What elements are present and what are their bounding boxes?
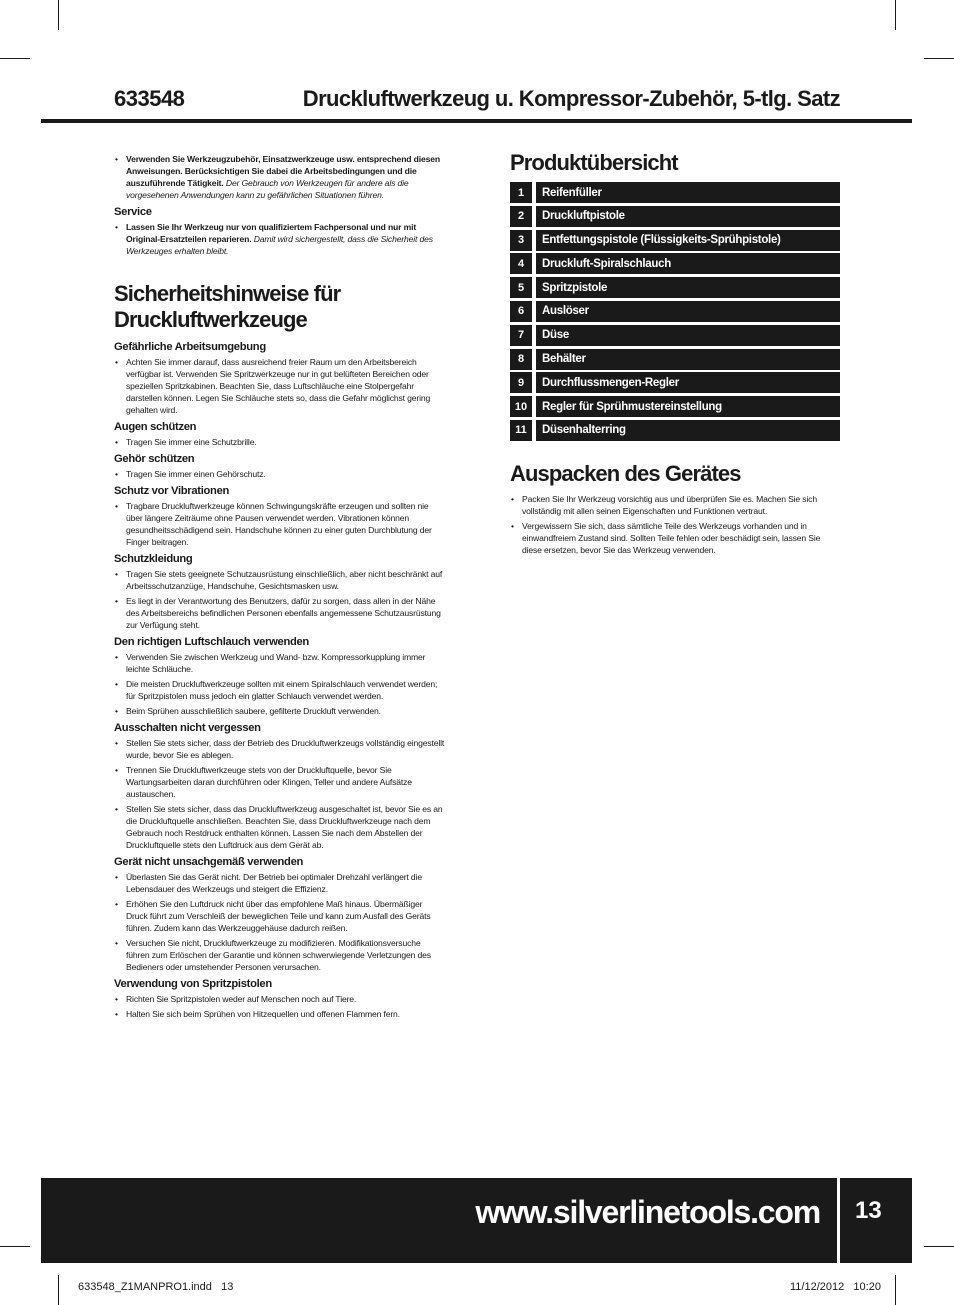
section-heading: Ausschalten nicht vergessen — [114, 722, 261, 734]
part-label: Düse — [536, 325, 840, 346]
part-label: Auslöser — [536, 301, 840, 322]
section-bullet: • Tragen Sie immer eine Schutzbrille. — [114, 436, 446, 448]
section-bullet: • Stellen Sie stets sicher, dass der Betrieb des Druckluftwerkzeugs vollständig eingestellt wurde, bevor Sie es ablegen. — [114, 737, 446, 761]
part-row — [510, 372, 840, 393]
part-row — [510, 277, 840, 298]
section-heading: Gerät nicht unsachgemäß verwenden — [114, 856, 304, 868]
part-row — [510, 253, 840, 274]
part-label: Druckluft-Spiralschlauch — [536, 253, 840, 274]
part-label: Behälter — [536, 349, 840, 370]
crop-mark — [924, 1246, 954, 1247]
part-number: 9 — [510, 372, 532, 393]
section-bullet: • Es liegt in der Verantwortung des Benutzers, dafür zu sorgen, dass allen in der Nähe des Arbeitsbereichs befindlichen Personen ebenfalls angemessene Schutzausrüstung zur Verfügung steht. — [114, 595, 446, 631]
section-bullet: • Tragen Sie stets geeignete Schutzausrüstung einschließlich, aber nicht beschränkt auf Arbeitsschutzanzüge, Handschuhe, Gesichtsmasken usw. — [114, 568, 446, 592]
parts-list — [510, 182, 840, 441]
safety-sections — [114, 341, 446, 1020]
safety-title: Sicherheitshinweise für Druckluftwerkzeuge — [114, 281, 341, 332]
intro-bullet: • Verwenden Sie Werkzeugzubehör, Einsatzwerkzeuge usw. entsprechend diesen Anweisungen. Berücksichtigen Sie dabei die Arbeitsbedingungen und die auszuführende Tätigkeit. Der Gebrauch von Werkzeugen für andere als die vorgesehenen Anwendungen kann zu gefährlichen Situationen führen. — [114, 153, 446, 201]
part-label: Spritzpistole — [536, 277, 840, 298]
service-heading: Service — [114, 206, 152, 218]
part-row — [510, 349, 840, 370]
part-row — [510, 182, 840, 203]
service-bullet: • Lassen Sie Ihr Werkzeug nur von qualifiziertem Fachpersonal und nur mit Original-Ersatzteilen reparieren. Damit wird sichergestellt, dass die Sicherheit des Werkzeuges erhalten bleibt. — [114, 221, 446, 257]
section-heading: Augen schützen — [114, 421, 197, 433]
left-column — [114, 153, 446, 1023]
section-heading: Verwendung von Spritzpistolen — [114, 978, 272, 990]
overview-title: Produktübersicht — [510, 150, 678, 175]
section-heading: Gehör schützen — [114, 453, 195, 465]
section-bullet: • Beim Sprühen ausschließlich saubere, gefilterte Druckluft verwenden. — [114, 705, 446, 717]
section-heading: Schutzkleidung — [114, 553, 193, 565]
section-bullet: • Tragen Sie immer einen Gehörschutz. — [114, 468, 446, 480]
slug-file: 633548_Z1MANPRO1.indd 13 — [78, 1281, 234, 1293]
crop-mark — [58, 0, 59, 30]
part-number: 4 — [510, 253, 532, 274]
part-label: Regler für Sprühmustereinstellung — [536, 396, 840, 417]
crop-mark — [0, 58, 30, 59]
part-number: 11 — [510, 420, 532, 441]
section-bullet: • Richten Sie Spritzpistolen weder auf Menschen noch auf Tiere. — [114, 993, 446, 1005]
unpack-bullet: • Packen Sie Ihr Werkzeug vorsichtig aus und überprüfen Sie es. Machen Sie sich vollständig mit allen seinen Eigenschaften und Funktionen vertraut. — [510, 493, 842, 517]
crop-mark — [895, 1275, 896, 1305]
page-header — [41, 84, 912, 124]
section-bullet: • Stellen Sie stets sicher, dass das Druckluftwerkzeug ausgeschaltet ist, bevor Sie es an die Druckluftquelle anschließen. Beachten Sie, dass Druckluftwerkzeuge nach dem Gebrauch noch Restdruck enthalten können. Lassen Sie nach dem Abstellen der Druckluftquelle stets den Luftdruck aus dem Gerät ab. — [114, 803, 446, 851]
unpack-title: Auspacken des Gerätes — [510, 460, 741, 486]
part-number: 5 — [510, 277, 532, 298]
section-bullet: • Versuchen Sie nicht, Druckluftwerkzeuge zu modifizieren. Modifikationsversuche führen zum Erlöschen der Garantie und können schwerwiegende Verletzungen des Bedieners oder umstehender Personen verursachen. — [114, 937, 446, 973]
part-label: Entfettungspistole (Flüssigkeits-Sprühpistole) — [536, 230, 840, 251]
part-row — [510, 301, 840, 322]
section-heading: Gefährliche Arbeitsumgebung — [114, 341, 266, 353]
section-bullet: • Tragbare Druckluftwerkzeuge können Schwingungskräfte erzeugen und sollten nie über längere Zeiträume ohne Pausen verwendet werden. Vibrationen können gesundheitsschädigend sein. Handschuhe können zu einer guten Durchblutung der Finger beitragen. — [114, 500, 446, 548]
section-bullet: • Halten Sie sich beim Sprühen von Hitzequellen und offenen Flammen fern. — [114, 1008, 446, 1020]
crop-mark — [895, 0, 896, 30]
website-link[interactable]: www.silverlinetools.com — [475, 1194, 820, 1230]
part-label: Druckluftpistole — [536, 206, 840, 227]
page-number: 13 — [855, 1197, 882, 1224]
part-number: 6 — [510, 301, 532, 322]
section-bullet: • Erhöhen Sie den Luftdruck nicht über das empfohlene Maß hinaus. Übermäßiger Druck führt zum Verschleiß der beweglichen Teile und kann zum Ausfall des Geräts führen. Zudem kann das Werkzeuggehäuse dadurch reißen. — [114, 898, 446, 934]
crop-mark — [0, 1246, 30, 1247]
footer-divider — [837, 1178, 840, 1263]
crop-mark — [58, 1275, 59, 1305]
header-rule — [41, 119, 912, 123]
part-number: 7 — [510, 325, 532, 346]
part-row — [510, 325, 840, 346]
part-number: 8 — [510, 349, 532, 370]
section-bullet: • Überlasten Sie das Gerät nicht. Der Betrieb bei optimaler Drehzahl verlängert die Lebensdauer des Werkzeugs und steigert die Effizienz. — [114, 871, 446, 895]
product-code: 633548 — [114, 86, 185, 111]
part-number: 10 — [510, 396, 532, 417]
part-row — [510, 206, 840, 227]
section-bullet: • Die meisten Druckluftwerkzeuge sollten mit einem Spiralschlauch verwendet werden; für Spritzpistolen muss jedoch ein glatter Schlauch verwendet werden. — [114, 678, 446, 702]
footer-bar — [41, 1178, 912, 1263]
part-number: 2 — [510, 206, 532, 227]
part-number: 1 — [510, 182, 532, 203]
unpack-bullet: • Vergewissern Sie sich, dass sämtliche Teile des Werkzeugs vorhanden und in einwandfreiem Zustand sind. Sollten Teile fehlen oder beschädigt sein, lassen Sie diese ersetzen, bevor Sie das Werkzeug verwenden. — [510, 520, 842, 556]
section-bullet: • Trennen Sie Druckluftwerkzeuge stets von der Druckluftquelle, bevor Sie Wartungsarbeiten daran durchführen oder Klingen, Teller und andere Aufsätze austauschen. — [114, 764, 446, 800]
right-column — [510, 150, 842, 559]
section-heading: Den richtigen Luftschlauch verwenden — [114, 636, 309, 648]
part-row — [510, 396, 840, 417]
part-row — [510, 230, 840, 251]
part-row — [510, 420, 840, 441]
slug-date: 11/12/2012 10:20 — [790, 1281, 881, 1293]
page-title: Druckluftwerkzeug u. Kompressor-Zubehör, 5-tlg. Satz — [302, 86, 840, 111]
part-label: Reifenfüller — [536, 182, 840, 203]
section-heading: Schutz vor Vibrationen — [114, 485, 230, 497]
crop-mark — [924, 58, 954, 59]
section-bullet: • Verwenden Sie zwischen Werkzeug und Wand- bzw. Kompressorkupplung immer leichte Schläuche. — [114, 651, 446, 675]
part-number: 3 — [510, 230, 532, 251]
section-bullet: • Achten Sie immer darauf, dass ausreichend freier Raum um den Arbeitsbereich verfügbar ist. Verwenden Sie Spritzwerkzeuge nur in gut belüfteten Bereichen oder speziellen Spritzkabinen. Beachten Sie, dass Luftschläuche eine Stolpergefahr darstellen können. Legen Sie Schläuche stets so, dass die Gefahr möglichst gering gehalten wird. — [114, 356, 446, 416]
part-label: Düsenhalterring — [536, 420, 840, 441]
part-label: Durchflussmengen-Regler — [536, 372, 840, 393]
